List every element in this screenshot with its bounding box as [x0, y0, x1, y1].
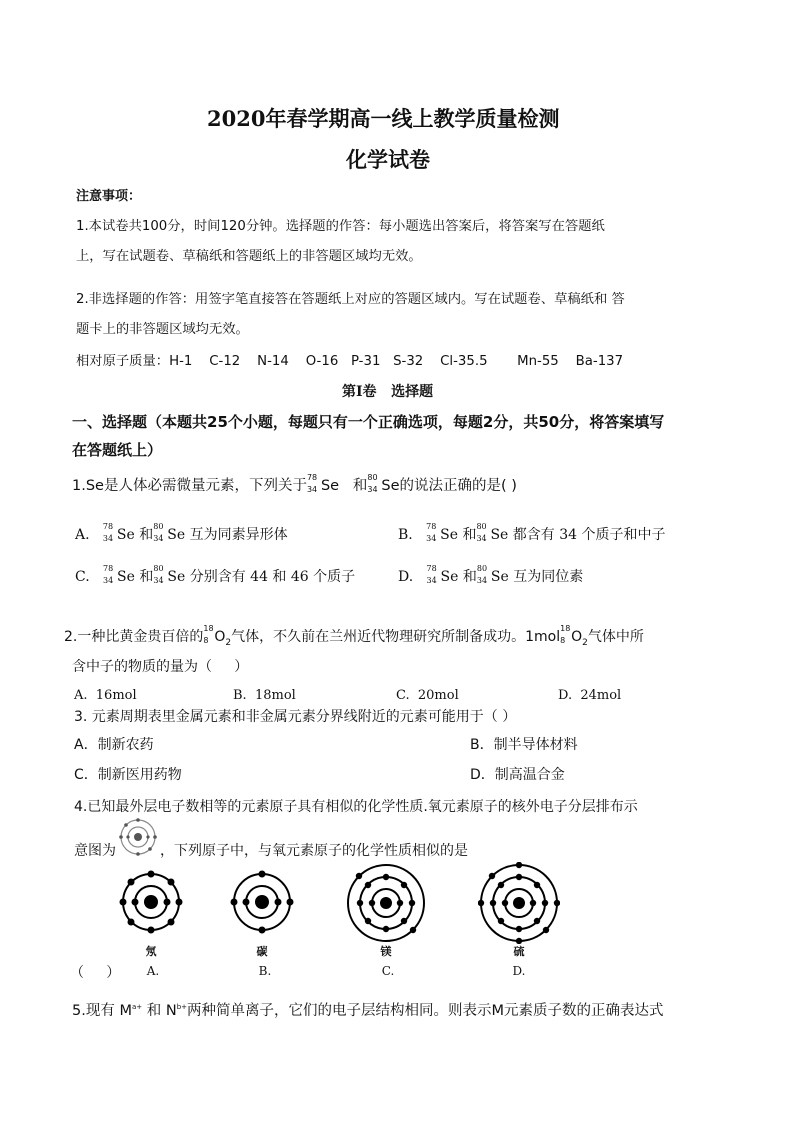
nuclide-se78: [102, 522, 117, 543]
q3-option-d[interactable]: D．制高温合金: [470, 767, 565, 783]
option-text: 分别含有 44 和 46 个质子: [189, 569, 356, 585]
q3-option-b[interactable]: B．制半导体材料: [470, 737, 578, 753]
q3-option-a[interactable]: A．制新农药: [74, 737, 154, 753]
atomic-number: 34: [476, 576, 488, 585]
atomic-number: 34: [476, 534, 487, 543]
diagram-label-a: 氖: [145, 945, 157, 958]
q4-line2-pre: 意图为: [74, 843, 116, 859]
option-letter: A.: [75, 527, 90, 543]
nuclide-o18: [203, 624, 214, 645]
element-symbol: Se: [381, 478, 400, 494]
atomic-number: 34: [153, 534, 164, 543]
nuclide-se80: [476, 564, 491, 585]
carbon-shell-diagram: [230, 870, 294, 934]
q2-line2: 含中子的物质的量为（ ）: [72, 659, 249, 675]
nuclide-se78: [426, 564, 441, 585]
atomic-number: 34: [102, 534, 114, 543]
magnesium-shell-diagram: [345, 862, 427, 944]
q1-option-c[interactable]: [75, 566, 355, 586]
mass-number: 78: [103, 564, 114, 573]
q4-option-b[interactable]: B.: [258, 964, 272, 978]
notes-item2-line2: 题卡上的非答题区域均无效。: [76, 322, 249, 337]
q2-option-c[interactable]: C. 20mol: [396, 688, 459, 703]
q2-line1-pre: 2.一种比黄金贵百倍的: [64, 629, 204, 645]
exam-subtitle: 化学试卷: [346, 147, 430, 172]
section-heading-line2: 在答题纸上）: [72, 441, 163, 459]
q4-line2-post: ，下列原子中，与氧元素原子的化学性质相似的是: [160, 843, 468, 859]
element-symbol: Se: [320, 478, 340, 494]
option-text: 互为同素异形体: [189, 527, 288, 543]
mass-number: 80: [367, 473, 378, 482]
element-symbol: Se: [116, 527, 135, 543]
mass-number: 78: [426, 522, 437, 531]
option-and: 和: [462, 569, 477, 585]
q5-stem: [72, 999, 664, 1020]
atomic-number: 34: [306, 485, 318, 494]
mass-number: 80: [476, 522, 487, 531]
option-letter: B.: [398, 527, 413, 543]
q1-stem: [72, 474, 517, 495]
q1-stem-pre: 1.Se是人体必需微量元素，下列关于: [72, 478, 307, 494]
q2-option-b[interactable]: B. 18mol: [233, 688, 296, 703]
notes-item1-line2: 上，写在试题卷、草稿纸和答题纸上的非答题区域均无效。: [76, 249, 422, 264]
section-heading-line1: 一、选择题（本题共25个小题，每题只有一个正确选项，每题2分，共50分，将答案填写: [72, 413, 665, 431]
option-letter: C.: [75, 569, 90, 585]
q1-option-a[interactable]: [75, 524, 288, 544]
nuclide-se80: [476, 522, 490, 543]
atomic-number: 34: [103, 576, 114, 585]
formula-subscript: 2: [582, 637, 588, 648]
nuclide-se80: [153, 564, 167, 585]
q1-option-b[interactable]: [398, 524, 666, 544]
neon-shell-diagram: [119, 870, 183, 934]
atomic-number: 8: [203, 636, 209, 645]
element-symbol: Se: [167, 569, 186, 585]
diagram-label-b: 碳: [256, 945, 268, 958]
option-and: 和: [139, 569, 154, 585]
element-symbol: Se: [490, 527, 509, 543]
q4-line1: 4.已知最外层电子数相等的元素原子具有相似的化学性质.氧元素原子的核外电子分层排布示: [74, 799, 638, 815]
atomic-number: 34: [426, 576, 437, 585]
q4-answer-blank: （ ）: [70, 965, 121, 981]
q5-and: 和 N: [142, 1003, 177, 1019]
mass-number: 80: [476, 564, 488, 573]
nuclide-se78: [306, 473, 321, 494]
option-and: 和: [139, 527, 154, 543]
q1-and: 和: [352, 478, 368, 494]
nuclide-se80: [153, 522, 167, 543]
nuclide-se78: [103, 564, 117, 585]
q2-line1-mid: 气体，不久前在兰州近代物理研究所制备成功。1mol: [231, 629, 561, 645]
sulfur-shell-diagram: [478, 862, 560, 944]
notes-item1-line1: 1.本试卷共100分，时间120分钟。选择题的作答：每小题选出答案后，将答案写在答题纸: [76, 219, 605, 234]
element-symbol: Se: [490, 569, 509, 585]
exam-title: 2020年春学期高一线上教学质量检测: [207, 106, 560, 131]
q5-stem-pre: 5.现有 M: [72, 1003, 132, 1019]
nuclide-o18: [560, 624, 571, 645]
q5-stem-post: 两种简单离子，它们的电子层结构相同。则表示M元素质子数的正确表达式: [187, 1003, 664, 1019]
atomic-masses: 相对原子质量：H-1 C-12 N-14 O-16 P-31 S-32 Cl-35.5 Mn-55 Ba-137: [76, 354, 624, 369]
formula-symbol: O: [571, 629, 583, 645]
mass-number: 18: [203, 624, 214, 633]
q2-option-d[interactable]: D. 24mol: [558, 688, 622, 703]
diagram-label-c: 镁: [380, 945, 392, 958]
nuclide-se78: [426, 522, 440, 543]
mass-number: 80: [153, 564, 164, 573]
option-letter: D.: [398, 569, 414, 585]
q4-option-a[interactable]: A.: [146, 964, 160, 978]
mass-number: 78: [426, 564, 437, 573]
q4-option-c[interactable]: C.: [381, 964, 395, 978]
notes-heading: 注意事项：: [76, 189, 142, 204]
q4-option-d[interactable]: D.: [512, 964, 526, 978]
element-symbol: Se: [117, 569, 135, 585]
atomic-number: 34: [153, 576, 164, 585]
formula-symbol: O: [214, 629, 226, 645]
atomic-number: 34: [367, 485, 378, 494]
atomic-number: 8: [560, 636, 566, 645]
formula-subscript: 2: [225, 637, 232, 648]
q3-option-c[interactable]: C．制新医用药物: [74, 767, 182, 783]
q2-line1-post: 气体中所: [587, 629, 644, 645]
atomic-number: 34: [426, 534, 437, 543]
option-text: 都含有 34 个质子和中子: [512, 527, 666, 543]
q1-option-d[interactable]: [398, 566, 583, 586]
mass-number: 78: [306, 473, 318, 482]
mass-number: 78: [102, 522, 114, 531]
element-symbol: Se: [167, 527, 186, 543]
q2-line1: [64, 626, 644, 648]
ion-charge: a+: [131, 1003, 143, 1012]
option-text: 互为同位素: [513, 569, 584, 585]
q2-option-a[interactable]: A. 16mol: [74, 688, 137, 703]
section-title: 第Ⅰ卷 选择题: [342, 384, 434, 400]
element-symbol: Se: [440, 527, 458, 543]
nuclide-se80: [367, 473, 381, 494]
q1-stem-post: 的说法正确的是( ): [399, 478, 517, 494]
mass-number: 80: [153, 522, 164, 531]
mass-number: 18: [560, 624, 571, 633]
element-symbol: Se: [440, 569, 459, 585]
oxygen-shell-diagram: [119, 817, 157, 857]
q3-stem: 3. 元素周期表里金属元素和非金属元素分界线附近的元素可能用于（ ）: [74, 709, 517, 725]
option-and: 和: [462, 527, 477, 543]
diagram-label-d: 硫: [513, 945, 525, 958]
notes-item2-line1: 2.非选择题的作答：用签字笔直接答在答题纸上对应的答题区域内。写在试题卷、草稿纸和 答: [76, 292, 625, 307]
ion-charge: b+: [176, 1003, 188, 1012]
